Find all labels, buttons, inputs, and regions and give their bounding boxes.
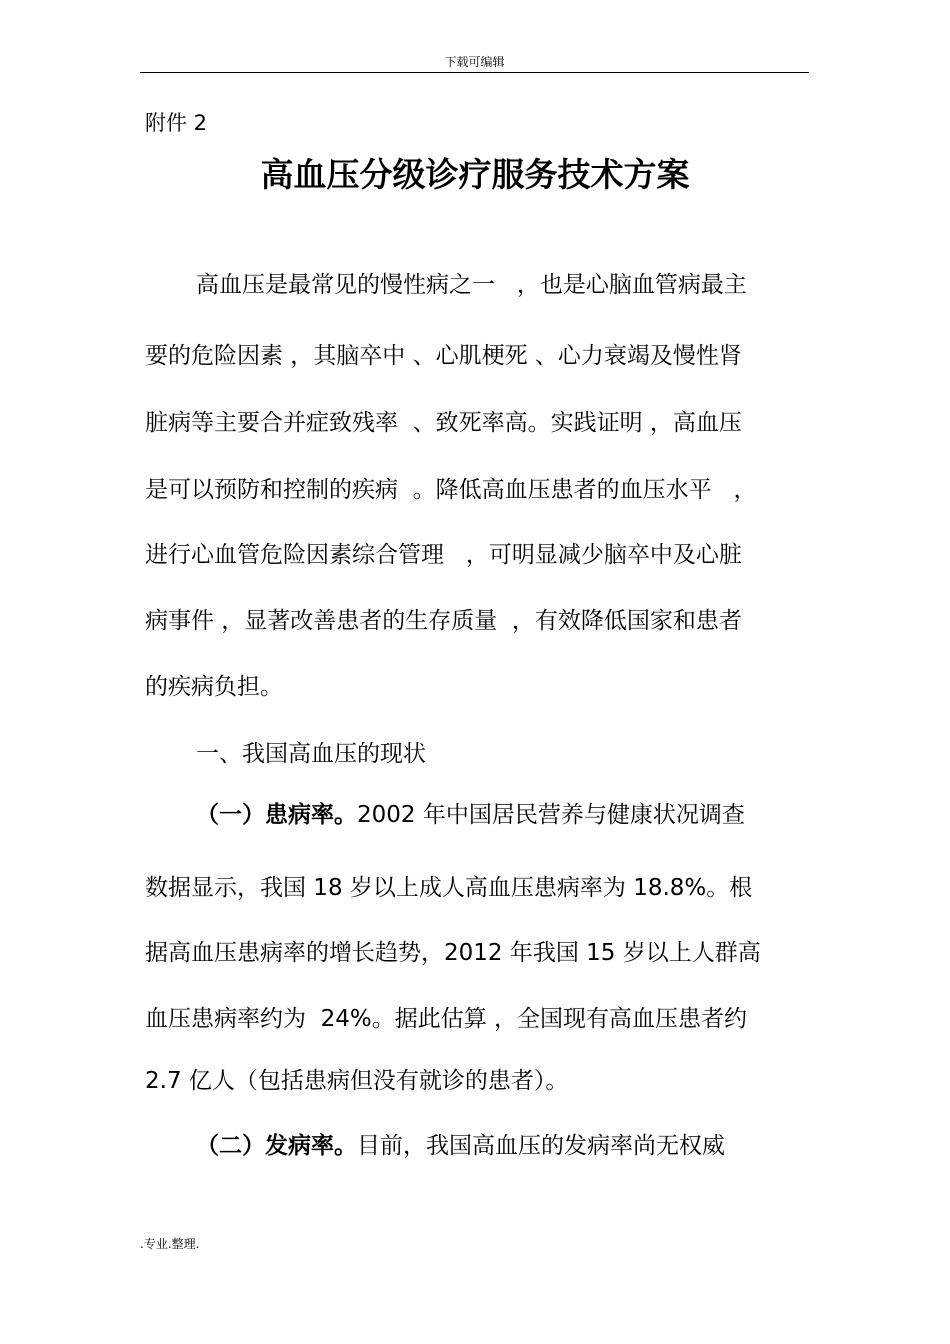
paragraph-line: 病事件 ，显著改善患者的生存质量 ，有效降低国家和患者 xyxy=(145,608,742,634)
paragraph-line: 要的危险因素 ，其脑卒中 、心肌梗死 、心力衰竭及慢性肾 xyxy=(145,343,742,369)
attachment-label: 附件 2 xyxy=(145,111,208,135)
paragraph-line: 血压患病率约为 24%。据此估算 ，全国现有高血压患者约 xyxy=(145,1006,748,1032)
page-header xyxy=(140,54,809,73)
paragraph-line: 的疾病负担。 xyxy=(145,674,283,700)
paragraph-line: 据高血压患病率的增长趋势，2012 年我国 15 岁以上人群高 xyxy=(145,940,761,966)
document-title: 高血压分级诊疗服务技术方案 xyxy=(260,155,690,194)
subsection-incidence-line xyxy=(196,1129,810,1163)
paragraph-line: 高血压是最常见的慢性病之一 ，也是心脑血管病最主 xyxy=(196,272,747,298)
subsection-prevalence-line xyxy=(196,798,810,832)
header-text: 下载可编辑 xyxy=(444,55,505,69)
subsection-label: （一）患病率。 xyxy=(196,802,357,828)
subsection-text: 2002 年中国居民营养与健康状况调查 xyxy=(357,802,745,828)
paragraph-line: 脏病等主要合并症致残率 、致死率高。实践证明 ，高血压 xyxy=(145,410,742,436)
paragraph-line: 数据显示，我国 18 岁以上成人高血压患病率为 18.8%。根 xyxy=(145,875,753,901)
page-footer: .专业.整理. xyxy=(140,1237,200,1251)
subsection-label: （二）发病率。 xyxy=(196,1133,357,1159)
paragraph-line: 进行心血管危险因素综合管理 ，可明显减少脑卒中及心脏 xyxy=(145,542,742,568)
paragraph-line: 2.7 亿人（包括患病但没有就诊的患者）。 xyxy=(145,1068,569,1094)
subsection-text: 目前，我国高血压的发病率尚无权威 xyxy=(357,1133,725,1159)
section-heading: 一、我国高血压的现状 xyxy=(196,741,426,767)
paragraph-line: 是可以预防和控制的疾病 。降低高血压患者的血压水平 ， xyxy=(145,477,757,503)
